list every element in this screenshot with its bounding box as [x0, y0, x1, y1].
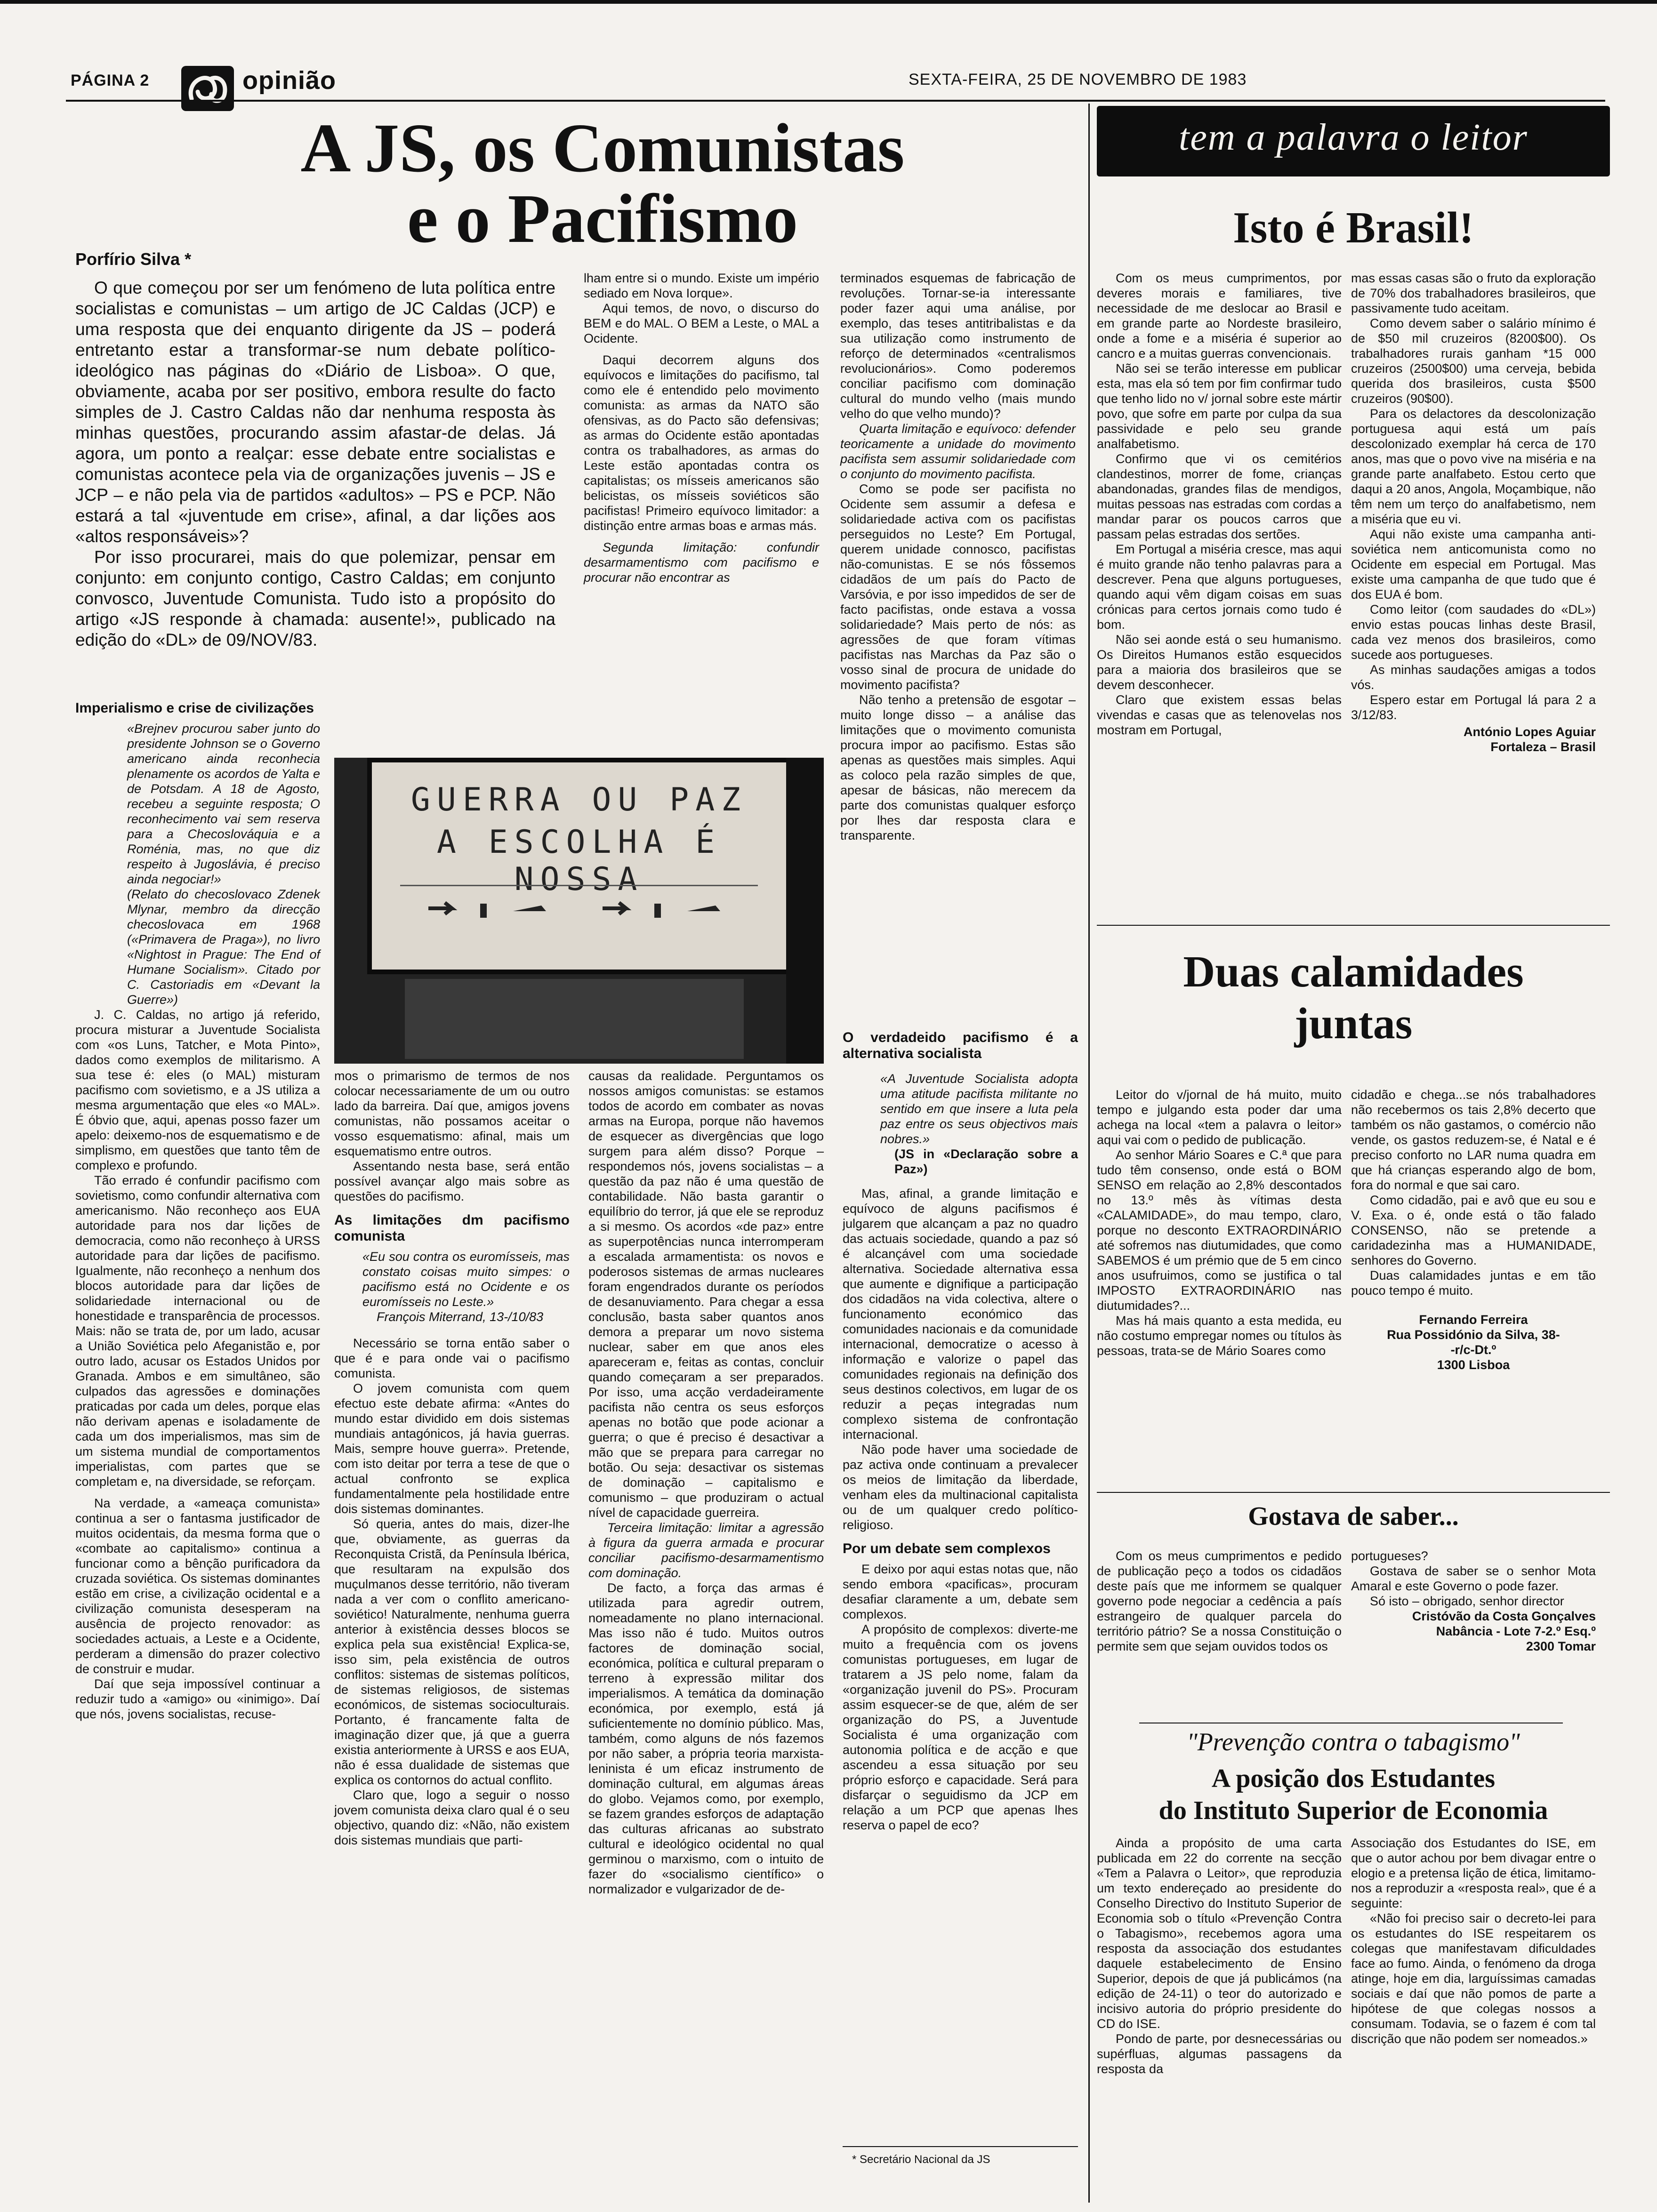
paragraph: Na verdade, a «ameaça comunista» continua a ser o fantasma justificador de muitos ocidentais, da mesma forma que o «combate ao capitalismo» continua a funcionar como a bênção purificadora da cruzada soviética. Os sistemas dominantes estão em crise, a civilização ocidental e a civilização comunista desesperam na ausência de projecto renovador: as sociedades actuais, a Leste e a Ocidente, perderam a dimensão do prazer colectivo de construir e mudar. — [75, 1496, 320, 1676]
paragraph: Não tenho a pretensão de esgotar – muito longe disso – a análise das limitações que o movimento comunista procura impor ao pacifismo. Estas são apenas as questões mais simples. Aqui as coloco pela razão simples de que, apesar de básicas, não merecem da parte dos comunistas qualquer esforço por lhes dar resposta clara e transparente. — [840, 693, 1076, 842]
paragraph: Como leitor (com saudades do «DL») envio estas poucas linhas deste Brasil, cada vez menos dos brasileiros, como sucede aos portugueses. — [1351, 602, 1596, 662]
paragraph: Tão errado é confundir pacifismo com sovietismo, como confundir alternativa com americanismo. Não reconheço aos EUA autoridade para nos dar lições de democracia, como não reconheço à URSS autoridade para dar lições de pacifismo. Igualmente, não reconheço a nenhum dos blocos autoridade para dar lições de solidariedade internacional ou de honestidade e transparência de processos. Mais: não se trata de, por um lado, acusar a União Soviética pelo Afeganistão e, por outro lado, acusar os Estados Unidos por Granada. Ambos e em simultâneo, são culpados das agressões e dominações praticadas por cada um deles, porque elas não derivam apenas e isoladamente de cada um dos imperialismos, mas sim de um sistema mundial de comportamentos imperialistas, com partes que se completam e, na diversidade, se reforçam. — [75, 1173, 320, 1489]
quote-mitterrand: «Eu sou contra os euromísseis, mas constato coisas muito simpes: o pacifismo está no Ocidente e os euromísseis no Leste.» — [362, 1250, 570, 1309]
paragraph: Aqui temos, de novo, o discurso do BEM e do MAL. O BEM a Leste, o MAL a Ocidente. — [584, 301, 819, 345]
paragraph: Mas, afinal, a grande limitação e equívoco de alguns pacifismos é julgarem que alcançam a paz no quadro das actuais sociedade, quando a paz só é alcançável com uma sociedade alternativa. Sociedade alternativa essa que aumente e dignifique a participação dos cidadãos na vida colectiva, altere o funcionamento económico das comunidades nacionais e da comunidade internacional, democratize o acesso à informação e valorize o papel das comunidades regionais na definição dos seus destinos colectivos, em lugar de os reduzir a peças integradas num complexo sistema de confrontação internacional. — [843, 1186, 1078, 1442]
paragraph: terminados esquemas de fabricação de revoluções. Tornar-se-ia interessante poder fazer aqui uma análise, por exemplo, das teses antitribalistas e da sua utilização como instrumento de reforço de determinados «centralismos revolucionários». Como poderemos conciliar pacifismo com dominação cultural do mundo velho (mais mundo velho do que velho mundo)? — [840, 271, 1076, 421]
paragraph: Duas calamidades juntas e em tão pouco tempo é muito. — [1351, 1268, 1596, 1298]
letter1-signature-place: Fortaleza – Brasil — [1490, 740, 1596, 754]
paragraph: Ainda a propósito de uma carta publicada em 22 do corrente na secção «Tem a Palavra o Leitor», que reproduzia um texto endereçado ao presidente do Conselho Directivo do Instituto Superior de Economia sob o título «Prevenção Contra o Tabagismo», recebemos agora uma resposta da associação dos estudantes daquele estabelecimento de Ensino Superior, depois de que já publicámos (na edição de 24-11) o teor do autorizado e incisivo autoria do próprio presidente do CD do ISE. — [1097, 1836, 1342, 2031]
paragraph: portugueses? — [1351, 1549, 1428, 1563]
letter2-signature-line: Fernando Ferreira — [1419, 1313, 1528, 1327]
quote-mitterrand-source: François Miterrand, 13-/10/83 — [377, 1310, 544, 1324]
letter2-signature-line: -r/c-Dt.º — [1450, 1343, 1496, 1357]
paragraph: mos o primarismo de termos de nos colocar necessariamente de um ou outro lado da barreira. Daí que, amigos jovens comunistas, não possamos aceitar o vosso esquematismo: afinal, mais um esquematismo entre outros. — [334, 1069, 570, 1158]
letters-banner-text: tem a palavra o leitor — [1179, 117, 1528, 158]
letter3-signature-line: Cristóvão da Costa Gonçalves — [1412, 1609, 1596, 1623]
article-title-line2: e o Pacifismo — [407, 180, 798, 257]
paragraph: «Não foi preciso sair o decreto-lei para os estudantes do ISE respeitarem os colegas que manifestavam dificuldades face ao fumo. Ainda, o fenómeno da droga atinge, hoje em dia, larguíssimas camadas sociais e daí que não pomos de parte a hipótese de que colegas nossos a consumam. Todavia, se o fazem é com tal discrição que não podem ser nomeados.» — [1351, 1911, 1596, 2046]
paragraph: Claro que existem essas belas vivendas e casas que as telenovelas nos mostram em Portugal, — [1097, 693, 1342, 737]
quote-js: «A Juventude Socialista adopta uma atitude pacifista militante no sentido em que insere a luta pela paz entre os seus objectivos mais nobres.» — [880, 1072, 1078, 1146]
article-col3-lower — [588, 1068, 824, 1897]
paragraph: Assentando nesta base, será então possível avançar algo mais sobre as questões do pacifismo. — [334, 1159, 570, 1203]
quote-brejnev: «Brejnev procurou saber junto do presidente Johnson se o Governo americano ainda reconhecia plenamente os acordos de Yalta e de Potsdam. A 18 de Agosto, recebeu a seguinte resposta; O reconhecimento vai sem reserva para a Checoslováquia e a Roménia, mas, no que diz respeito à Jugoslávia, é preciso ainda negociar!» — [127, 721, 320, 886]
letter3-signature-line: 2300 Tomar — [1526, 1639, 1596, 1653]
letter2-title — [1097, 946, 1610, 1050]
column-divider — [1088, 104, 1090, 2203]
paragraph: Como se pode ser pacifista no Ocidente sem assumir a defesa e solidariedade activa com os pacifistas perseguidos no Leste? Em Portugal, querem unidade connosco, pacifistas não-comunistas. E se nós fôssemos cidadãos de um país do Pacto de Varsóvia, e por isso impedidos de ser de facto pacifistas, onde estava a vossa solidariedade? Mais perto de nós: as agressões de que foram vítimas pacifistas nas Marchas da Paz são o vosso sinal de procura de unidade do movimento pacifista? — [840, 482, 1076, 692]
section-label: opinião — [242, 66, 336, 95]
paragraph: Claro que, logo a seguir o nosso jovem comunista deixa claro qual é o seu objectivo, quando diz: «Não, não existem dois sistemas mundiais que parti- — [334, 1788, 570, 1847]
paragraph: Segunda limitação: confundir desarmamentismo com pacifismo e procurar não encontrar as — [584, 540, 819, 585]
paragraph: Não pode haver uma sociedade de paz activa onde continuam a prevalecer os meios de limitação da liberdade, venham eles da multinacional capitalista ou de um qualquer credo político-religioso. — [843, 1443, 1078, 1532]
paragraph: lham entre si o mundo. Existe um império sediado em Nova Iorque». — [584, 271, 819, 300]
paragraph: De facto, a força das armas é utilizada para agredir outrem, nomeadamente no plano internacional. Mas isso não é tudo. Muitos outros factores de dominação social, económica, política e cultural preparam o terreno à expressão militar dos imperialismos. A temática da dominação económica, por exemplo, está já suficientemente no domínio público. Mas, também, como alguns de nós fazemos por não saber, a própria teoria marxista-leninista é um eficaz instrumento de dominação cultural, em algumas áreas do globo. Vejamos como, por exemplo, se fazem grandes esforços de adaptação das culturas africanas ao substrato cultural e ideológico ocidental no qual germinou o marxismo, com o intuito de fazer do «socialismo científico» o normalizador e vulgarizador de de- — [588, 1581, 824, 1896]
letter-divider — [1097, 925, 1610, 926]
letters-banner — [1097, 106, 1610, 176]
paragraph: Com os meus cumprimentos e pedido de publicação peço a todos os cidadãos deste país que me informem se qualquer governo pode negociar a cedência a país estrangeiro de qualquer parcela do território pátrio? Se a nossa Constituição o permite sem que sejam ouvidos todos os — [1097, 1549, 1342, 1653]
paragraph: Aqui não existe uma campanha anti-soviética nem anticomunista como no Ocidente em especial em Portugal. Mas existe uma campanha de que tudo que é dos EUA é bom. — [1351, 527, 1596, 601]
paragraph: Só queria, antes do mais, dizer-lhe que, obviamente, as guerras da Reconquista Cristã, da Península Ibérica, que resultaram na expulsão dos muçulmanos desse território, não tiveram nada a ver com o conflito americano-soviético! Naturalmente, nenhuma guerra anterior à existência desses blocos se explica pela sua existência! Explica-se, isso sim, pela existência de outros conflitos: sistemas de sistemas políticos, de sistemas religiosos, de sistemas económicos, de sistemas socioculturais. Portanto, é francamente falta de imaginação dizer que, já que a guerra existia anteriormente à URSS e aos EUA, não é essa dualidade de sistemas que explica os contornos do actual conflito. — [334, 1517, 570, 1787]
paragraph: causas da realidade. Perguntamos os nossos amigos comunistas: se estamos todos de acordo em combater as novas armas na Europa, porque não havemos de esquecer as divergências que logo surgem para além disso? Porque – respondemos nós, jovens socialistas – a questão da paz não é uma questão de contabilidade. Não basta garantir o equilíbrio do terror, já que ele se reproduz a si mesmo. Os acordos «de paz» entre as superpotências nunca interromperam a escalada armamentista: os novos e poderosos sistemas de armas nucleares foram engendrados durante os períodos de desanuviamento. Para chegar a essa conclusão, basta saber quantos anos demora a preparar um novo sistema nuclear, saber em que anos eles apareceram e, feitas as contas, concluir quando começaram a ser preparados. Por isso, uma acção verdadeiramente pacifista não centra os seus esforços apenas no botão que pode acionar a guerra; o que é preciso é desactivar a mão que se prepara para carregar no botão. Ou seja: desactivar os sistemas de dominação – capitalismo e comunismo – que produziram o actual nível de capacidade guerreira. — [588, 1069, 824, 1520]
paragraph: E deixo por aqui estas notas que, não sendo embora «pacificas», procuram desafiar claramente a um, debate sem complexos. — [843, 1562, 1078, 1621]
newspaper-logo — [181, 66, 234, 111]
letter4-kicker: "Prevenção contra o tabagismo" — [1187, 1728, 1520, 1756]
article-title-line1: A JS, os Comunistas — [300, 110, 905, 187]
paragraph: Só isto – obrigado, senhor director — [1370, 1594, 1564, 1608]
letter4-title-line2: do Instituto Superior de Economia — [1158, 1796, 1548, 1825]
letter2-signature-line: Rua Possidónio da Silva, 38- — [1387, 1328, 1560, 1342]
letter1-col-left — [1097, 271, 1342, 737]
paragraph: Pondo de parte, por desnecessárias ou supérfluas, algumas passagens da resposta da — [1097, 2032, 1342, 2076]
subhead-debate: Por um debate sem complexos — [843, 1541, 1051, 1556]
photo-sign-line2: A ESCOLHA É NOSSA — [436, 824, 722, 898]
photo-sign — [367, 758, 791, 974]
paragraph: Não sei aonde está o seu humanismo. Os Direitos Humanos estão esquecidos para a maioria dos brasileiros que se devem desconhecer. — [1097, 633, 1342, 692]
letter-divider — [1097, 1492, 1610, 1493]
quote-js-source: (JS in «Declaração sobre a Paz») — [894, 1147, 1078, 1176]
paragraph: Necessário se torna então saber o que é e para onde vai o pacifismo comunista. — [334, 1336, 570, 1380]
intro-paragraph: O que começou por ser um fenómeno de luta política entre socialistas e comunistas – um artigo de JC Caldas (JCP) e uma resposta que dei enquanto dirigente da JS – poderá entretanto estar a transformar-se num debate político-ideológico nas páginas do «Diário de Lisboa». O que, obviamente, acaba por ser positivo, embora resulte do facto simples de J. Castro Caldas não dar nenhuma resposta às minhas questões, procurando assim afastar-de delas. Já agora, um ponto a realçar: esse debate entre socialistas e comunistas acontece pela via de organizações juvenis – JS e JCP – e não pela via de partidos «adultos» – PS e PCP. Não estará a tal «juventude em crise», afinal, a dar lições aos «altos responsáveis»? — [75, 278, 555, 546]
paragraph: Daí que seja impossível continuar a reduzir tudo a «amigo» ou «inimigo». Daí que nós, jovens socialistas, recuse- — [75, 1677, 320, 1721]
article-col2-top — [584, 271, 819, 585]
paragraph: Confirmo que vi os cemitérios clandestinos, morrer de fome, crianças abandonadas, grandes filas de mendigos, muitas pessoas nas estradas com cordas a mandar parar os poucos carros que passam pelas estradas dos sertões. — [1097, 452, 1342, 541]
subhead-verdadeiro: O verdadeido pacifismo é a alternativa socialista — [843, 1030, 1078, 1061]
paragraph: Gostava de saber se o senhor Mota Amaral e este Governo o pode fazer. — [1351, 1564, 1596, 1593]
article-author: Porfírio Silva * — [75, 249, 192, 269]
footnote-rule — [843, 2146, 1078, 2147]
paragraph: Espero estar em Portugal lá para 2 a 3/12/83. — [1351, 693, 1596, 722]
plane-silhouettes-icon — [424, 894, 744, 922]
paragraph: As minhas saudações amigas a todos vós. — [1351, 663, 1596, 692]
header-rule — [66, 100, 1605, 102]
intro-paragraph: Por isso procurarei, mais do que polemizar, pensar em conjunto: em conjunto contigo, Castro Caldas; em conjunto convosco, Juventude Comunista. Tudo isto a propósito do artigo «JS responde à chamada: ausente!», publicado na edição do «DL» de 09/NOV/83. — [75, 547, 555, 649]
letter1-col-right — [1351, 271, 1596, 754]
letter2-title-line1: Duas calamidades — [1183, 947, 1524, 996]
paragraph: mas essas casas são o fruto da exploração de 70% dos trabalhadores brasileiros, que passivamente tudo aceitam. — [1351, 271, 1596, 315]
paragraph: Em Portugal a miséria cresce, mas aqui é muito grande não tenho palavras para a descrever. Pena que alguns portugueses, quando aqui vêm digam coisas em suas crónicas para certos jornais como tudo é bom. — [1097, 542, 1342, 632]
letter1-signature-name: António Lopes Aguiar — [1464, 725, 1596, 739]
letter2-col-left — [1097, 1087, 1342, 1358]
paragraph: Quarta limitação e equívoco: defender teoricamente a unidade do movimento pacifista sem assumir solidariedade com o conjunto do movimento pacifista. — [840, 422, 1076, 481]
article-col2-lower — [334, 1068, 570, 1848]
subhead-limitacoes: As limitações dm pacifismo comunista — [334, 1212, 570, 1244]
letter4-col-left — [1097, 1835, 1342, 2076]
letter1-title: Isto é Brasil! — [1233, 203, 1474, 252]
article-title — [235, 110, 970, 257]
photo-sign-line1: GUERRA OU PAZ — [410, 781, 748, 818]
paragraph: J. C. Caldas, no artigo já referido, procura misturar a Juventude Socialista com «os Luns, Tatcher, e Mota Pinto», dados como exemplos de militarismo. A sua tese é: eles (o MAL) misturam pacifismo com sovietismo, e a JS utiliza a mesma argumentação que eles «o MAL». É óbvio que, aqui, apenas posso fazer um apelo: deixemo-nos de esquematismo e de simplismo, em questões que tanto têm de complexo e profundo. — [75, 1008, 320, 1172]
letter3-col-left — [1097, 1548, 1342, 1654]
letter2-col-right — [1351, 1087, 1596, 1372]
article-intro — [75, 278, 555, 650]
paragraph: O jovem comunista com quem efectuo este debate afirma: «Antes do mundo estar dividido em dois sistemas mundiais antagónicos, já havia guerras. Mais, sempre houve guerra». Pretende, com isto deitar por terra a tese de que o actual confronto se explica fundamentalmente pela hostilidade entre dois sistemas dominantes. — [334, 1381, 570, 1516]
protest-photo — [334, 701, 824, 1064]
letter3-signature-line: Nabância - Lote 7-2.º Esq.º — [1436, 1624, 1596, 1638]
paragraph: Leitor do v/jornal de há muito, muito tempo e julgando esta poder dar uma achega na local «tem a palavra o leitor» aqui vai com o pedido de publicação. — [1097, 1088, 1342, 1147]
letter4-title-line1: A posição dos Estudantes — [1211, 1764, 1496, 1793]
paragraph: Daqui decorrem alguns dos equívocos e limitações do pacifismo, tal como ele é entendido pelo movimento comunista: as armas da NATO são ofensivas, as do Pacto são defensivas; as armas do Ocidente estão apontadas contra os trabalhadores, as armas do Leste estão apontadas contra os capitalistas; os mísseis americanos são belicistas, os mísseis soviéticos são pacifistas! Primeiro equívoco limitador: a distinção entre armas boas e armas más. — [584, 353, 819, 533]
quote-brejnev-source: (Relato do checoslovaco Zdenek Mlynar, membro da direcção checoslovaca em 1968 («Primavera de Praga»), no livro «Nightost in Prague: The End of Humane Socialism». Citado por C. Castoriadis em «Devant la Guerre») — [127, 887, 320, 1007]
article-col4-lower — [843, 1021, 1078, 1833]
paragraph: Ao senhor Mário Soares e C.ª que para tudo têm consenso, onde está o BOM SENSO em relação ao 2,8% descontados no 13.º mês às vítimas desta «CALAMIDADE», do mau tempo, claro, porque no desconto EXTRAORDINÁRIO até sofremos nas diutumidades, que como SABEMOS é um prémio que de 5 em cinco anos usufruimos, como se justifica o tal IMPOSTO EXTRAORDINÁRIO nas diutumidades?... — [1097, 1148, 1342, 1313]
letter2-title-line2: juntas — [1294, 999, 1413, 1048]
footnote: * Secretário Nacional da JS — [852, 2153, 990, 2166]
paragraph: A propósito de complexos: diverte-me muito a frequência com os jovens comunistas portugueses, em lugar de tratarem a JS pelo nome, falam da «organização juvenil do PS». Procuram assim esquecer-se de que, além de ser organização do PS, a Juventude Socialista é uma organização com autonomia política e de acção e que ascendeu a essa situação por seu próprio esforço e capacidade. Será para disfarçar o seguidismo da JCP em relação a um PCP que apenas lhes reserva o papel de eco? — [843, 1622, 1078, 1832]
paragraph: Mas há mais quanto a esta medida, eu não costumo empregar nomes ou títulos às pessoas, trata-se de Mário Soares como — [1097, 1314, 1342, 1358]
paragraph: Terceira limitação: limitar a agressão à figura da guerra armada e procurar conciliar pacifismo-desarmamentismo com dominação. — [588, 1521, 824, 1580]
top-edge-rule — [0, 0, 1657, 4]
paragraph: Não sei se terão interesse em publicar esta, mas ela só tem por fim confirmar tudo que tenho lido no v/ jornal sobre este mártir povo, que sofre em parte por culpa da sua passividade e pelo seu grande analfabetismo. — [1097, 361, 1342, 451]
paragraph: Como devem saber o salário mínimo é de $50 mil cruzeiros (8200$00). Os trabalhadores rurais ganham *15 000 cruzeiros (2500$00) uma cerveja, bebida querida dos brasileiros, custa $500 cruzeiros (90$00). — [1351, 316, 1596, 406]
paragraph: Para os delactores da descolonização portuguesa aqui está um país descolonizado exemplar há cerca de 170 anos, mas que o povo vive na miséria e na grande parte analfabeto. Estou certo que daqui a 20 anos, Angola, Moçambique, não têm nem um terço do analfabetismo, nem a miséria que eu vi. — [1351, 407, 1596, 526]
article-col1-lower — [75, 692, 320, 1722]
letter3-col-right — [1351, 1548, 1596, 1654]
subhead-imperialismo: Imperialismo e crise de civilizações — [75, 700, 314, 716]
issue-date: SEXTA-FEIRA, 25 DE NOVEMBRO DE 1983 — [909, 71, 1247, 88]
page-number: PÁGINA 2 — [71, 72, 150, 89]
letter3-title: Gostava de saber... — [1248, 1502, 1459, 1531]
paragraph: Associação dos Estudantes do ISE, em que o autor achou por bem divagar entre o elogio e a pretensa lição de ética, limitamo-nos a reproduzir a «resposta real», que é a seguinte: — [1351, 1836, 1596, 1910]
letter4-title — [1097, 1763, 1610, 1827]
paragraph: Com os meus cumprimentos, por deveres morais e familiares, tive necessidade de me deslocar ao Brasil e em grande parte ao Nordeste brasileiro, onde a fome e a miséria é superior ao cancro e a muitas guerras convencionais. — [1097, 271, 1342, 361]
letter2-signature-line: 1300 Lisboa — [1437, 1358, 1510, 1372]
paragraph: Como cidadão, pai e avô que eu sou e V. Exa. o é, onde está o tão falado CONSENSO, não se pretende a caridadezinha mas a HUMANIDADE, senhores do Governo. — [1351, 1193, 1596, 1267]
letter4-col-right — [1351, 1835, 1596, 2046]
article-col3-top — [840, 271, 1076, 843]
paragraph: cidadão e chega...se nós trabalhadores não recebermos os tais 2,8% decerto que também os não gastamos, o comércio não vende, os gastos reduzem-se, é Natal e é preciso conforto no LAR numa quadra em que há crianças esperando algo de bom, fora do normal e que sai caro. — [1351, 1088, 1596, 1192]
